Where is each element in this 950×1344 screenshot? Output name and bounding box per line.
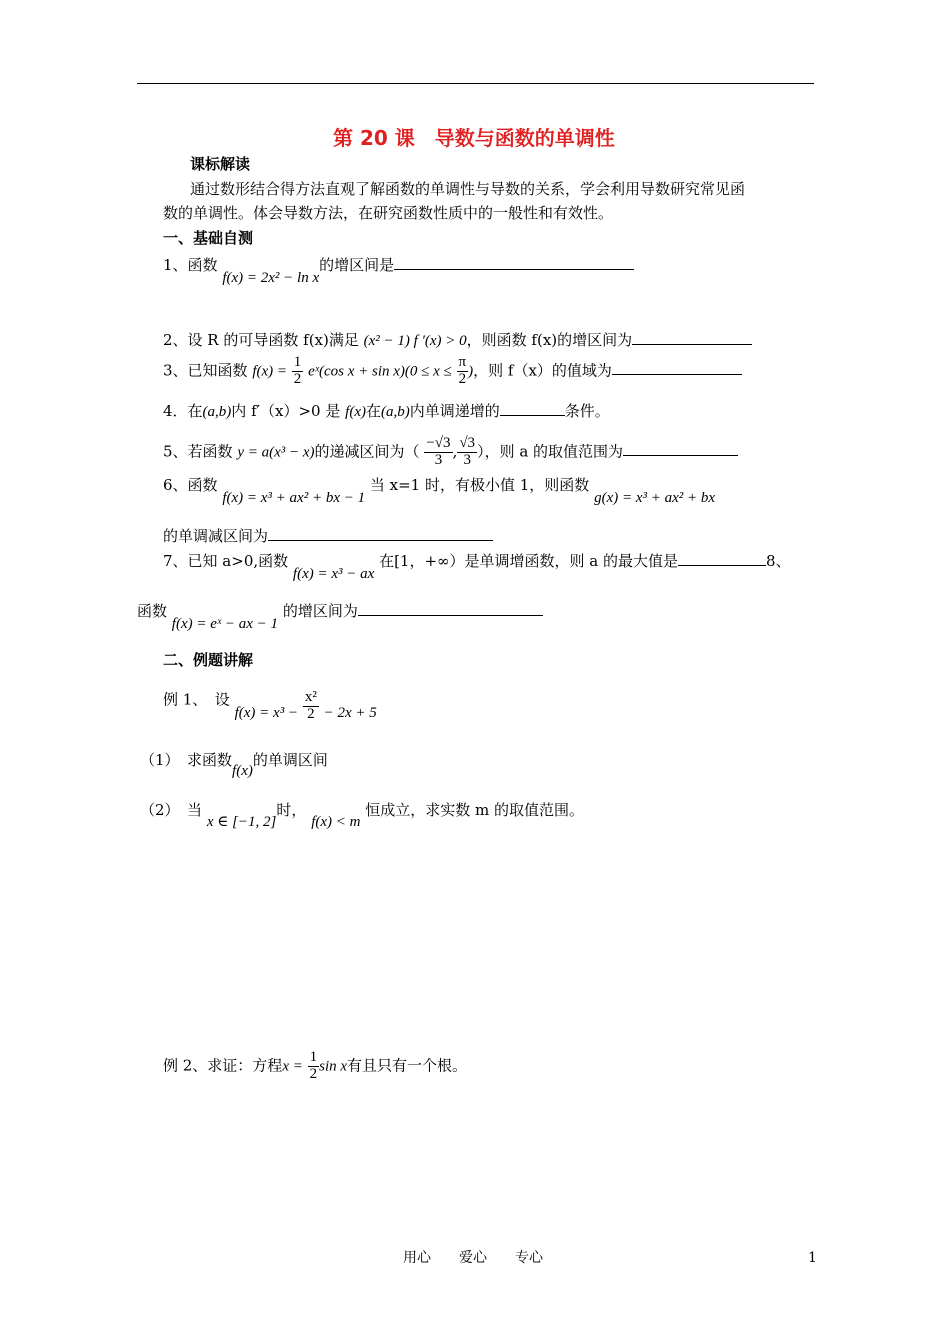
question-6-line-2 <box>163 526 493 545</box>
q5-close: ） <box>477 442 485 461</box>
q8-prefix: 函数 <box>137 602 168 620</box>
q4-mid-3: 内单调递增的 <box>409 402 500 420</box>
ex2-suffix: 有且只有一个根。 <box>347 1056 468 1075</box>
ex1-p1-label: （1） 求函数 <box>140 751 233 769</box>
q3-frac-num: 1 <box>293 354 302 370</box>
q2-suffix: ，则函数 f(x)的增区间为 <box>466 331 633 349</box>
ex1-p2-formula-1: x ∈ [−1, 2] <box>206 814 277 830</box>
q1-answer-blank[interactable] <box>394 255 634 270</box>
ex1-p2-label: （2） 当 <box>140 801 203 819</box>
ex2-label: 例 2、求证：方程 <box>163 1056 283 1075</box>
ex2-formula-b: sin x <box>319 1058 348 1075</box>
q3-prefix: 3、已知函数 <box>163 361 248 380</box>
q4-suffix: 条件。 <box>564 402 610 420</box>
q6-prefix: 6、函数 <box>163 476 218 494</box>
example-2 <box>163 1050 467 1083</box>
question-6 <box>163 476 716 506</box>
q1-formula: f(x) = 2x² − ln x <box>222 270 320 286</box>
intro-line-1: 通过数形结合得方法直观了解函数的单调性与导数的关系，学会利用导数研究常见函 <box>190 180 746 198</box>
ex1-formula-a: f(x) = x³ − <box>234 705 299 722</box>
q3-frac-den: 2 <box>293 370 302 387</box>
intro-line-2: 数的单调性。体会导数方法，在研究函数性质中的一般性和有效性。 <box>163 204 614 222</box>
question-1 <box>163 255 634 286</box>
ex1-p2-formula-2: f(x) < m <box>311 814 361 830</box>
footer-slogan: 用心 爱心 专心 <box>403 1250 543 1266</box>
section2-heading: 二、例题讲解 <box>163 651 254 669</box>
q4-interval-1: (a,b) <box>202 404 232 420</box>
q3-pi-fraction <box>457 355 469 388</box>
example-1 <box>163 684 377 722</box>
q4-answer-blank[interactable] <box>500 401 565 416</box>
q5-mid: 的递减区间为（ <box>314 442 420 461</box>
q7-mid: 在[1，+∞）是单调增函数，则 a 的最大值是 <box>379 552 679 570</box>
q4-mid-1: 内 f′（x）>0 是 <box>231 402 341 420</box>
q5-frac1-num: −√3 <box>426 435 451 451</box>
example-1-part-2 <box>140 801 585 830</box>
q6-formula-2: g(x) = x³ + ax² + bx <box>594 490 716 506</box>
q5-suffix: ，则 a 的取值范围为 <box>484 442 624 461</box>
q3-answer-blank[interactable] <box>612 360 742 375</box>
q3-formula-b: eˣ(cos x + sin x)(0 ≤ x ≤ <box>308 363 452 380</box>
page-number: 1 <box>808 1250 817 1266</box>
q5-frac1-den: 3 <box>434 451 443 468</box>
ex1-fraction <box>303 690 319 723</box>
q3-formula-a: f(x) = <box>252 363 288 380</box>
q5-answer-blank[interactable] <box>623 441 738 456</box>
q4-mid-2: 在 <box>365 402 381 420</box>
q2-prefix: 2、设 R 的可导函数 f(x)满足 <box>163 331 359 349</box>
question-3 <box>163 355 742 388</box>
q3-fraction <box>292 355 304 388</box>
q5-comma: , <box>452 442 458 461</box>
q5-frac2-den: 3 <box>463 451 471 468</box>
q5-fraction-2 <box>457 436 477 469</box>
q6-answer-blank[interactable] <box>268 526 493 541</box>
ex1-p2-suffix: 恒成立，求实数 m 的取值范围。 <box>365 801 585 819</box>
ex1-p2-mid: 时， <box>276 801 307 819</box>
q5-frac2-num: √3 <box>459 435 476 451</box>
q6-formula-1: f(x) = x³ + ax² + bx − 1 <box>222 490 366 506</box>
ex1-frac-num: x² <box>304 689 317 705</box>
ex1-p1-suffix: 的单调区间 <box>252 751 328 769</box>
question-5 <box>163 436 738 469</box>
q3-formula-c: ) <box>468 363 474 380</box>
header-rule <box>137 83 814 84</box>
q3-pi-num: π <box>458 354 467 370</box>
q6-line-2: 的单调减区间为 <box>163 527 269 545</box>
q6-mid: 当 x=1 时，有极小值 1，则函数 <box>369 476 590 494</box>
q7-tail: 8、 <box>766 552 791 570</box>
q3-pi-den: 2 <box>458 370 467 387</box>
q4-function: f(x) <box>345 404 366 420</box>
q1-suffix: 的增区间是 <box>319 256 395 274</box>
q8-formula: f(x) = eˣ − ax − 1 <box>171 616 279 632</box>
q1-prefix: 1、函数 <box>163 256 218 274</box>
question-7 <box>163 551 791 582</box>
q5-formula: y = a(x³ − x) <box>237 444 315 461</box>
question-4 <box>163 401 610 421</box>
ex2-frac-num: 1 <box>309 1049 318 1065</box>
example-1-part-1 <box>140 751 328 779</box>
q7-prefix: 7、已知 a>0,函数 <box>163 552 289 570</box>
q3-suffix: ，则 f（x）的值域为 <box>473 361 612 380</box>
page-title: 第 20 课 导数与函数的单调性 <box>333 126 615 150</box>
q2-answer-blank[interactable] <box>632 330 752 345</box>
ex1-p1-formula: f(x) <box>232 763 253 779</box>
ex1-label: 例 1、 设 <box>163 690 230 709</box>
q4-interval-2: (a,b) <box>381 404 410 420</box>
ex2-fraction <box>308 1050 320 1083</box>
q8-answer-blank[interactable] <box>358 601 543 616</box>
ex2-frac-den: 2 <box>309 1065 318 1082</box>
q5-fraction-1 <box>424 436 452 469</box>
q2-formula: (x² − 1) f ′(x) > 0 <box>363 333 467 349</box>
ex1-formula-b: − 2x + 5 <box>323 705 377 722</box>
intro-heading: 课标解读 <box>190 155 251 173</box>
ex1-frac-den: 2 <box>307 705 315 722</box>
q5-prefix: 5、若函数 <box>163 442 233 461</box>
question-2 <box>163 330 752 350</box>
q7-formula: f(x) = x³ − ax <box>292 566 375 582</box>
question-8 <box>137 601 543 632</box>
q7-answer-blank[interactable] <box>678 551 766 566</box>
q8-suffix: 的增区间为 <box>282 602 358 620</box>
section1-heading: 一、基础自测 <box>163 229 254 247</box>
ex2-formula-a: x = <box>282 1058 303 1075</box>
q4-prefix: 4．在 <box>163 402 203 420</box>
